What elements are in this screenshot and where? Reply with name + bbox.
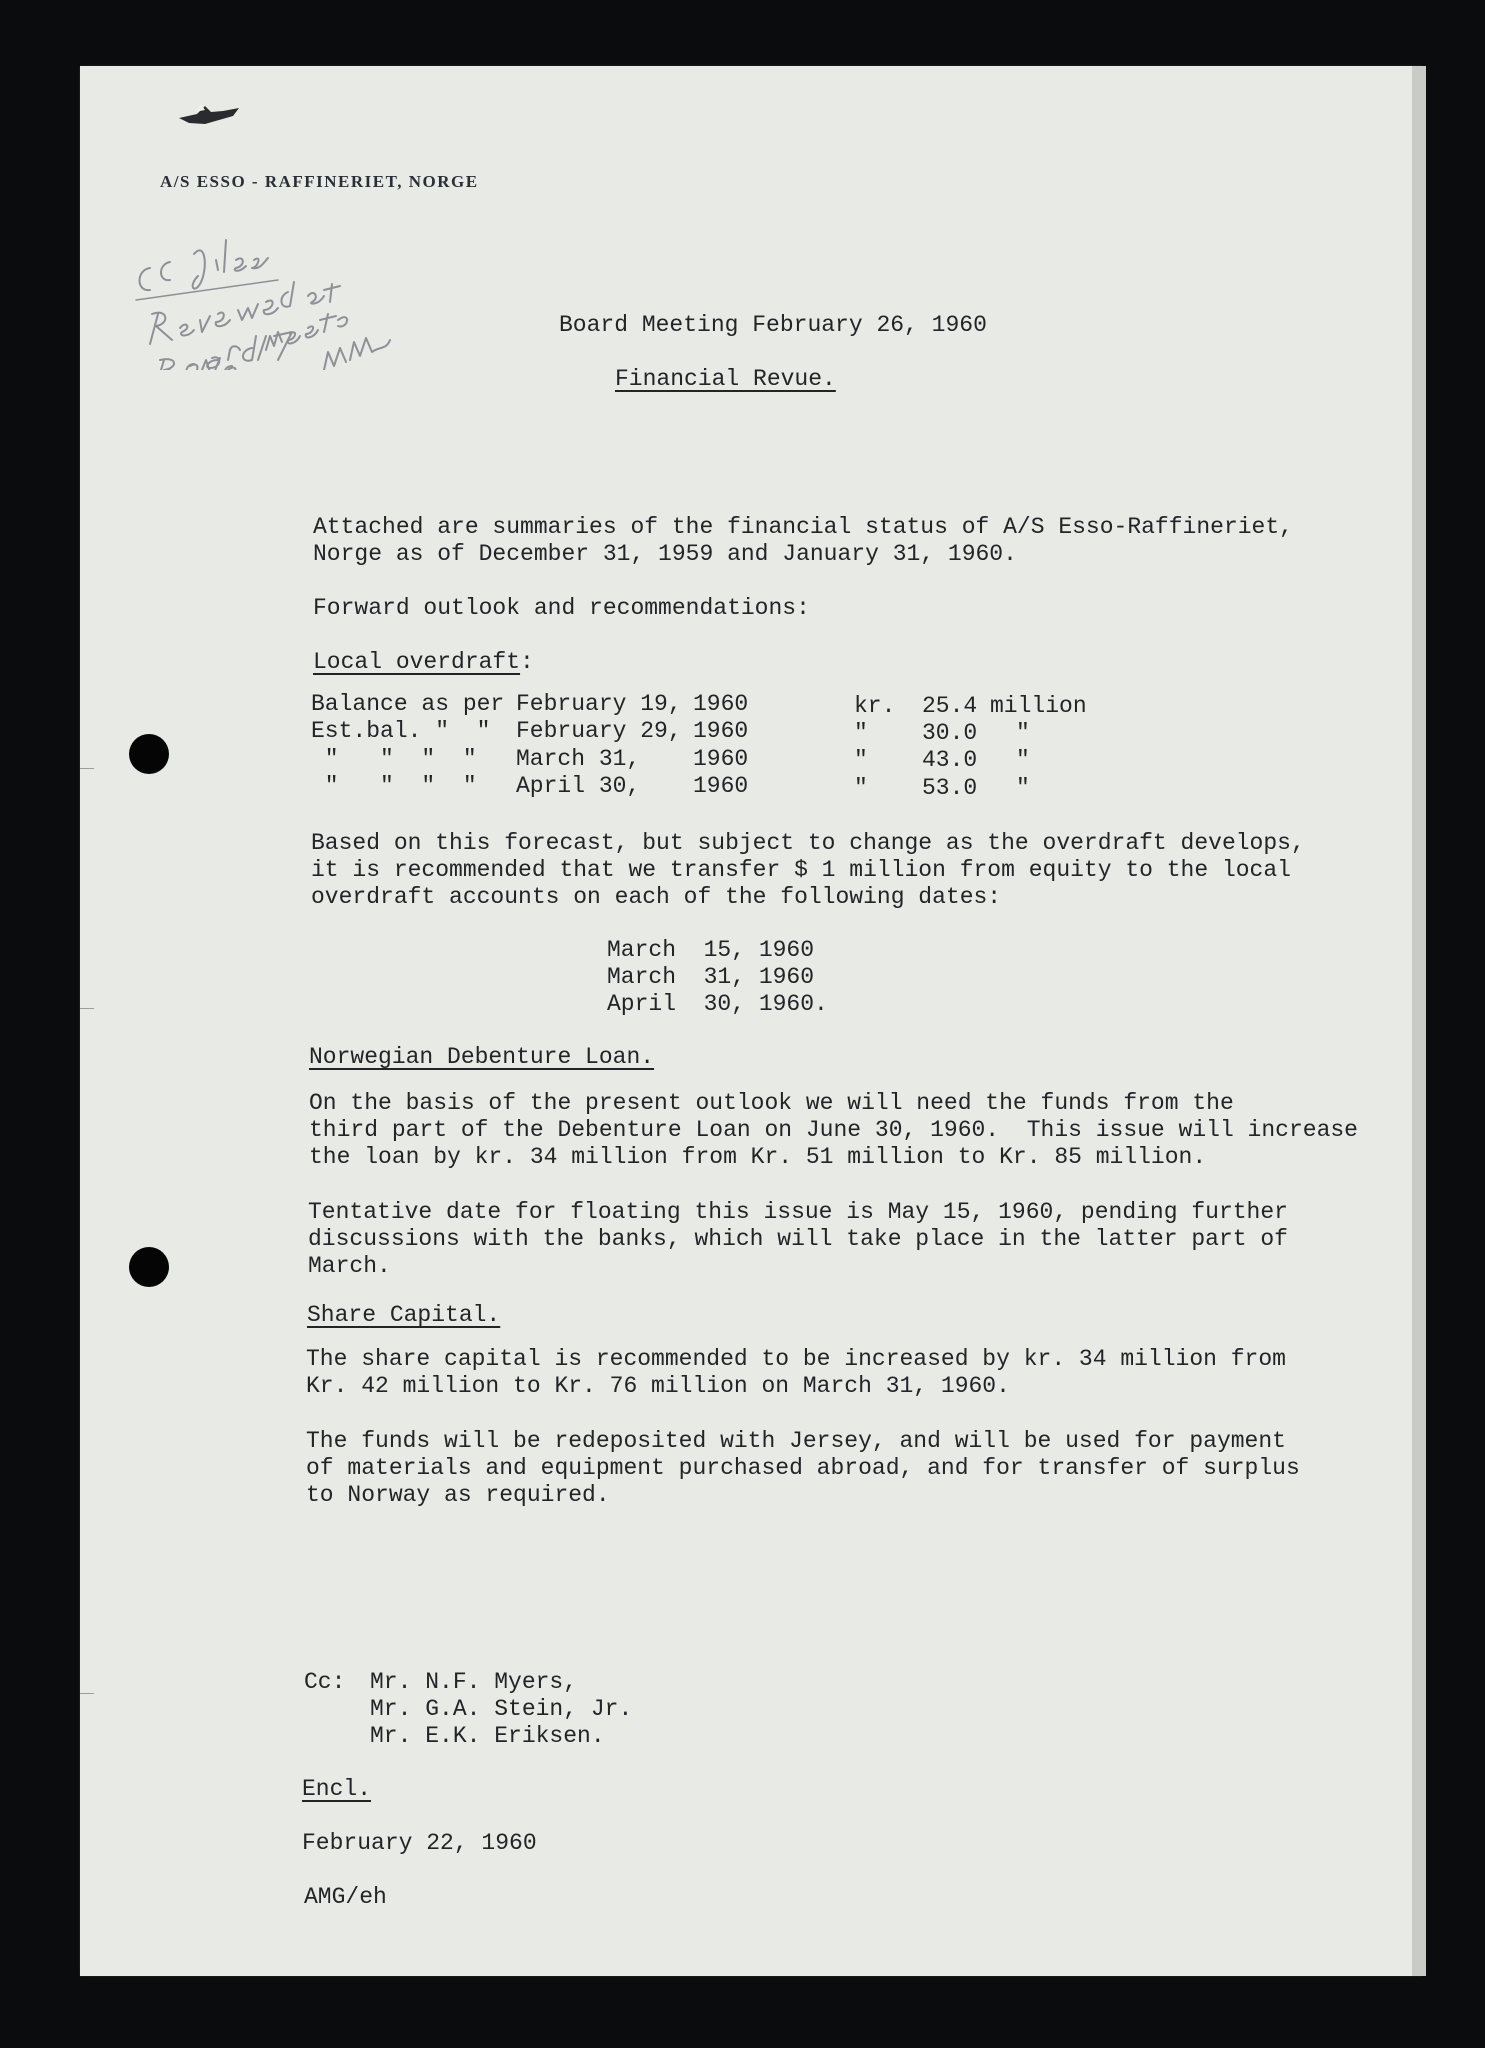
cc-name: Mr. G.A. Stein, Jr. [370,1696,633,1722]
debenture-paragraph-1 [309,1090,1358,1171]
torn-mark [175,102,243,128]
page-edge [1412,66,1426,1976]
row-date: February 29, [516,718,682,744]
page-title: Board Meeting February 26, 1960 [559,312,987,338]
typist-initials: AMG/eh [304,1884,387,1910]
outlook-line: Forward outlook and recommendations: [313,595,810,621]
share-capital-paragraph-1 [306,1346,1286,1400]
document-date: February 22, 1960 [302,1830,537,1856]
cc-label: Cc: [304,1669,346,1695]
text-line: Norge as of December 31, 1959 and January 31, 1960. [313,541,1017,567]
row-label: " " " " [311,773,477,799]
text-line: third part of the Debenture Loan on June 30, 1960. This issue will increase [309,1117,1358,1143]
share-capital-heading: Share Capital. [307,1302,501,1328]
date-line: March 31, 1960 [607,964,815,990]
enclosure-label: Encl. [302,1776,372,1802]
row-year: 1960 [693,718,749,744]
text-line: The funds will be redeposited with Jersey, and will be used for payment [306,1428,1286,1454]
text-line: The share capital is recommended to be increased by kr. 34 million from [306,1346,1286,1372]
local-overdraft-heading [313,649,534,676]
row-year: 1960 [693,746,749,772]
text-line: On the basis of the present outlook we will need the funds from the [309,1090,1234,1116]
margin-mark [80,1008,94,1009]
text-line: it is recommended that we transfer $ 1 million from equity to the local [311,857,1291,883]
text-line: March. [308,1253,391,1279]
row-currency: " [854,720,868,746]
heading-text: Local overdraft [313,649,521,675]
margin-mark [80,768,94,769]
row-label: Est.bal. " " [311,718,491,744]
overdraft-table [311,691,1111,803]
text-line: Based on this forecast, but subject to change as the overdraft develops, [311,830,1305,856]
text-line: to Norway as required. [306,1482,610,1508]
row-year: 1960 [693,691,749,717]
row-unit: " [1016,747,1030,773]
row-amount: 43.0 [922,747,978,773]
debenture-paragraph-2 [308,1199,1288,1280]
margin-mark [80,1693,94,1694]
share-capital-paragraph-2 [306,1428,1300,1509]
row-date: March 31, [516,746,641,772]
punch-hole-bottom [129,1247,169,1287]
row-currency: kr. [854,693,896,719]
page-subtitle: Financial Revue. [615,366,836,392]
handwritten-note [128,210,428,370]
text-line: overdraft accounts on each of the following dates: [311,884,1002,910]
text-line: the loan by kr. 34 million from Kr. 51 million to Kr. 85 million. [309,1144,1207,1170]
row-unit: million [990,693,1087,719]
text-line: Tentative date for floating this issue is May 15, 1960, pending further [308,1199,1288,1225]
debenture-heading: Norwegian Debenture Loan. [309,1044,655,1070]
intro-paragraph [313,514,1293,568]
row-label: Balance as per [311,691,505,717]
row-unit: " [1016,720,1030,746]
cc-name: Mr. E.K. Eriksen. [370,1723,605,1749]
forecast-paragraph [311,830,1305,911]
punch-hole-top [129,734,169,774]
cc-names [370,1669,632,1750]
row-currency: " [854,747,868,773]
row-currency: " [854,775,868,801]
text-line: discussions with the banks, which will take place in the latter part of [308,1226,1288,1252]
row-amount: 30.0 [922,720,978,746]
date-line: March 15, 1960 [607,937,815,963]
row-label: " " " " [311,746,477,772]
row-year: 1960 [693,773,749,799]
cc-name: Mr. N.F. Myers, [370,1669,578,1695]
text-line: Attached are summaries of the financial status of A/S Esso-Raffineriet, [313,514,1293,540]
row-amount: 25.4 [922,693,978,719]
text-line: Kr. 42 million to Kr. 76 million on March 31, 1960. [306,1373,1010,1399]
letterhead: A/S ESSO - RAFFINERIET, NORGE [160,172,479,191]
transfer-dates [607,937,828,1018]
row-date: February 19, [516,691,682,717]
row-amount: 53.0 [922,775,978,801]
row-unit: " [1016,775,1030,801]
date-line: April 30, 1960. [607,991,828,1017]
text-line: of materials and equipment purchased abroad, and for transfer of surplus [306,1455,1300,1481]
heading-colon: : [520,649,534,675]
row-date: April 30, [516,773,641,799]
